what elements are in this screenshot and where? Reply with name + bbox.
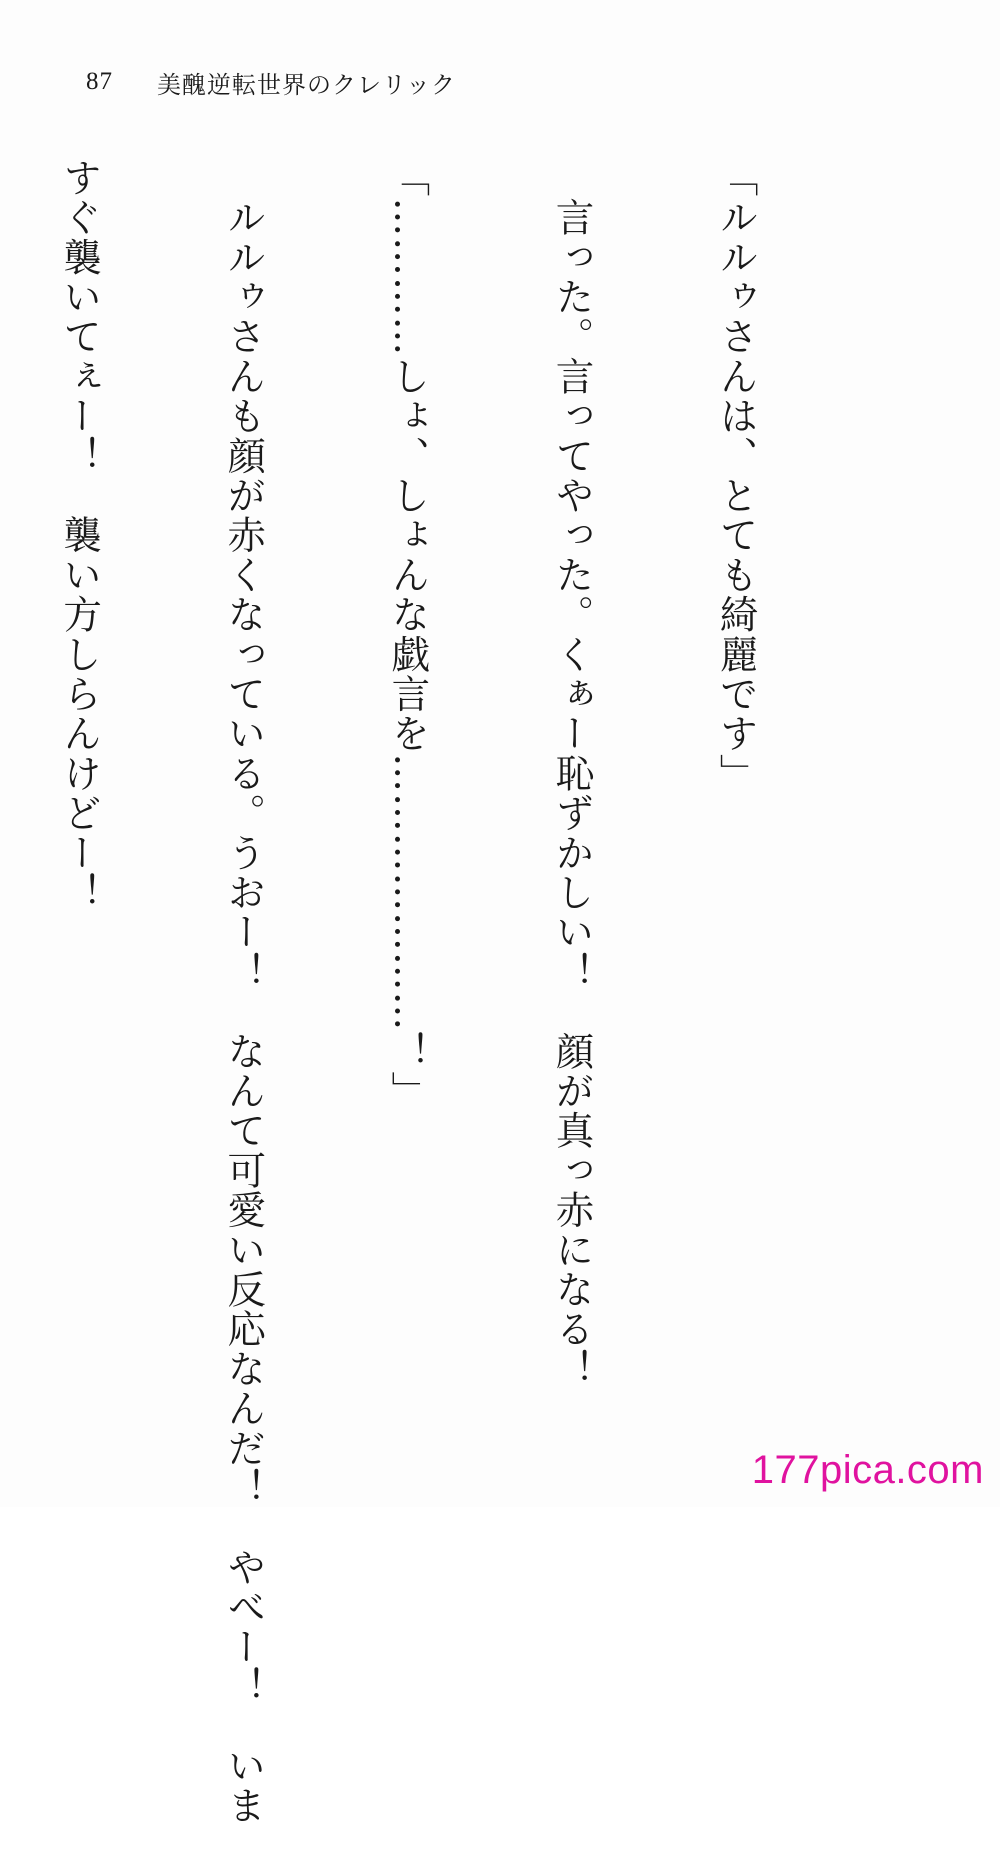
text-line: 「…………しょ、しょんな戯言を…………………！」 bbox=[385, 158, 431, 1111]
text-line: ルルゥさんも顔が赤くなっている。うおー！ なんて可愛い反応なんだ！ やべー！ いま bbox=[221, 158, 267, 1826]
text-line: 「ルルゥさんは、とても綺麗です」 bbox=[713, 158, 759, 794]
text-line: 言った。言ってやった。くぁー恥ずかしい！ 顔が真っ赤になる！ bbox=[549, 158, 595, 1389]
book-title: 美醜逆転世界のクレリック bbox=[157, 70, 457, 99]
text-line: すぐ襲いてぇー！ 襲い方しらんけどー！ bbox=[57, 158, 103, 913]
watermark: 177pica.com bbox=[751, 1448, 984, 1492]
running-header bbox=[86, 62, 456, 102]
page-number: 87 bbox=[86, 68, 113, 95]
